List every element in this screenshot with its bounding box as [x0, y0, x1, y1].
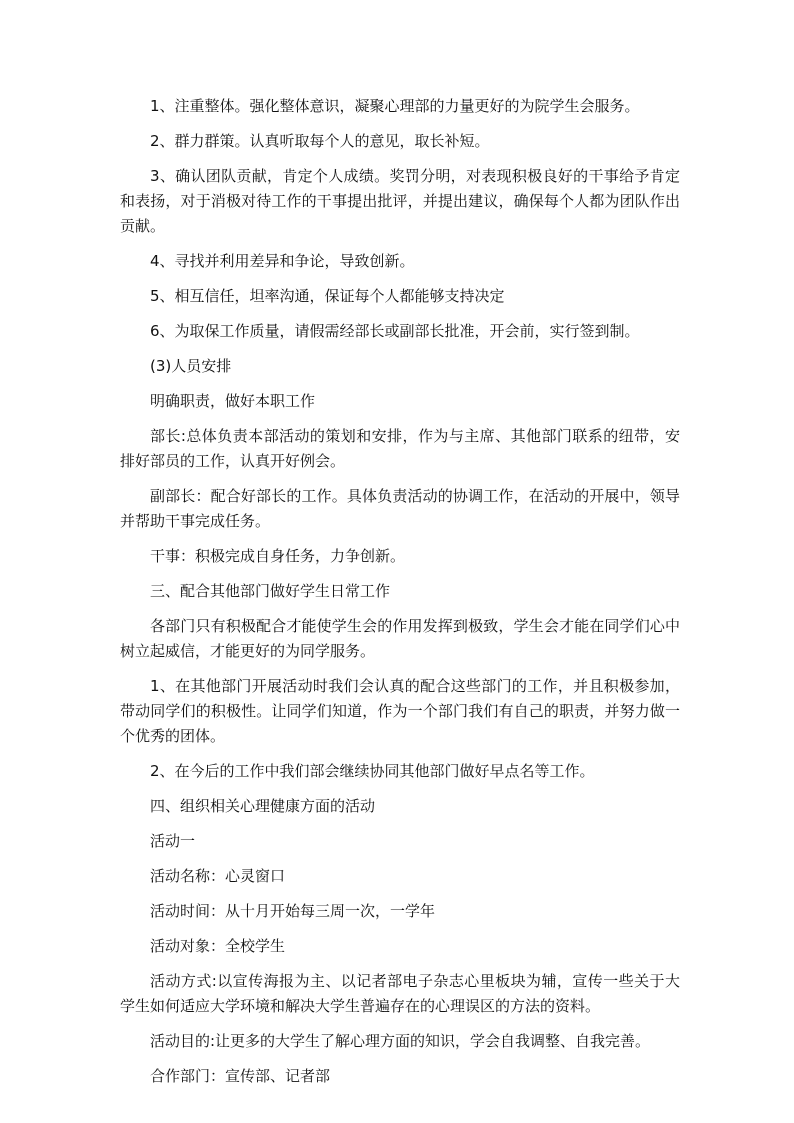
paragraph: 3、确认团队贡献，肯定个人成绩。奖罚分明，对表现积极良好的干事给予肯定和表扬，对于消极对待工作的干事提出批评，并提出建议，确保每个人都为团队作出贡献。 — [120, 167, 680, 235]
paragraph: 部长:总体负责本部活动的策划和安排，作为与主席、其他部门联系的纽带，安排好部员的工作，认真开好例会。 — [120, 427, 680, 470]
paragraph: 活动名称：心灵窗口 — [150, 867, 286, 885]
paragraph: 活动一 — [150, 832, 196, 850]
document-body — [120, 94, 680, 1099]
paragraph: 4、寻找并利用差异和争论，导致创新。 — [150, 252, 415, 270]
paragraph: 2、在今后的工作中我们部会继续协同其他部门做好早点名等工作。 — [150, 762, 595, 780]
paragraph: 6、为取保工作质量，请假需经部长或副部长批准，开会前，实行签到制。 — [150, 322, 640, 340]
paragraph: 副部长：配合好部长的工作。具体负责活动的协调工作，在活动的开展中，领导并帮助干事完成任务。 — [120, 487, 680, 530]
paragraph: 活动目的:让更多的大学生了解心理方面的知识，学会自我调整、自我完善。 — [150, 1032, 651, 1050]
section-heading: (3)人员安排 — [150, 357, 232, 375]
section-heading: 四、组织相关心理健康方面的活动 — [150, 797, 376, 815]
paragraph: 5、相互信任，坦率沟通，保证每个人都能够支持决定 — [150, 287, 505, 305]
section-heading: 三、配合其他部门做好学生日常工作 — [150, 582, 391, 600]
paragraph: 1、注重整体。强化整体意识，凝聚心理部的力量更好的为院学生会服务。 — [150, 97, 640, 115]
paragraph: 活动方式:以宣传海报为主、以记者部电子杂志心里板块为辅，宣传一些关于大学生如何适应大学环境和解决大学生普遍存在的心理误区的方法的资料。 — [120, 972, 680, 1015]
paragraph: 1、在其他部门开展活动时我们会认真的配合这些部门的工作，并且积极参加，带动同学们的积极性。让同学们知道，作为一个部门我们有自己的职责，并努力做一个优秀的团体。 — [120, 677, 680, 745]
paragraph: 活动时间：从十月开始每三周一次，一学年 — [150, 902, 436, 920]
paragraph: 干事：积极完成自身任务，力争创新。 — [150, 547, 406, 565]
paragraph: 各部门只有积极配合才能使学生会的作用发挥到极致，学生会才能在同学们心中树立起威信，才能更好的为同学服务。 — [120, 617, 680, 660]
paragraph: 活动对象：全校学生 — [150, 937, 286, 955]
paragraph: 合作部门：宣传部、记者部 — [150, 1067, 331, 1085]
paragraph: 明确职责，做好本职工作 — [150, 392, 316, 410]
paragraph: 2、群力群策。认真听取每个人的意见，取长补短。 — [150, 132, 490, 150]
